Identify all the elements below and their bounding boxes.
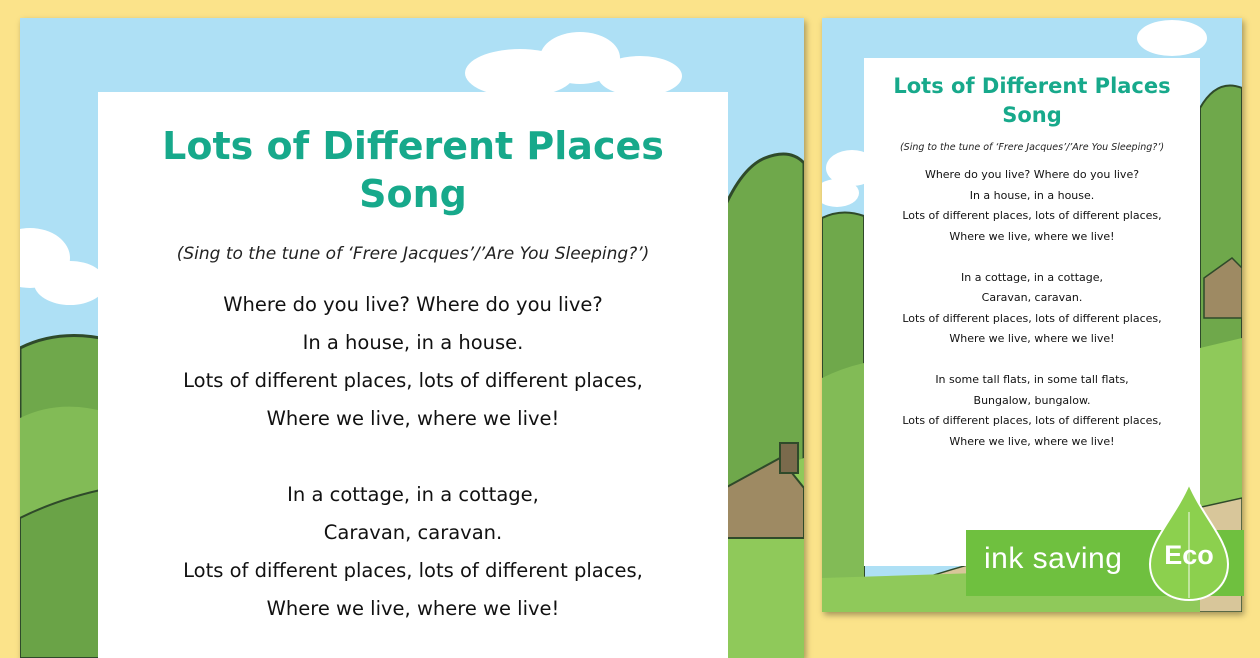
- worksheet-preview-large: [20, 18, 804, 658]
- verse-line: Where do you live? Where do you live?: [223, 293, 603, 316]
- eco-label: Eco: [1164, 540, 1214, 570]
- verse-line: Caravan, caravan.: [323, 521, 503, 544]
- verse-line: Lots of different places, lots of different places,: [902, 414, 1162, 427]
- verse-line: Lots of different places, lots of different places,: [902, 209, 1162, 222]
- verse-line: Where we live, where we live!: [266, 597, 560, 620]
- verse-2: [864, 268, 1200, 350]
- verse-line: In a cottage, in a cottage,: [961, 270, 1103, 284]
- verse-line: Bungalow, bungalow.: [973, 393, 1091, 407]
- verse-line: Where do you live? Where do you live?: [924, 168, 1140, 181]
- verse-2: [98, 476, 728, 628]
- verse-line: Lots of different places, lots of different places,: [902, 311, 1162, 325]
- verse-3: [864, 370, 1200, 452]
- ink-saving-text: ink saving: [984, 542, 1123, 575]
- verse-1: [98, 286, 728, 438]
- verse-line: Where we live, where we live!: [949, 332, 1115, 345]
- song-sheet-card-large: [98, 92, 728, 658]
- song-title: Lots of Different Places Song: [162, 124, 664, 216]
- verse-line: Where we live, where we live!: [949, 434, 1115, 448]
- verse-line: Caravan, caravan.: [981, 291, 1083, 304]
- song-subtitle: (Sing to the tune of ‘Frere Jacques’/’Are You Sleeping?’): [899, 142, 1165, 153]
- song-title: Lots of Different Places Song: [893, 74, 1171, 127]
- verse-line: In a house, in a house.: [302, 331, 524, 354]
- verse-line: Where we live, where we live!: [949, 229, 1115, 243]
- verse-line: Where we live, where we live!: [266, 407, 560, 430]
- verse-1: [864, 165, 1200, 247]
- verse-line: Lots of different places, lots of different places,: [183, 559, 643, 582]
- verse-line: Lots of different places, lots of different places,: [183, 369, 643, 392]
- verse-line: In a cottage, in a cottage,: [287, 483, 539, 506]
- verse-line: In a house, in a house.: [969, 188, 1095, 202]
- verse-line: In some tall flats, in some tall flats,: [935, 373, 1129, 386]
- song-subtitle: (Sing to the tune of ‘Frere Jacques’/’Are You Sleeping?’): [176, 244, 650, 264]
